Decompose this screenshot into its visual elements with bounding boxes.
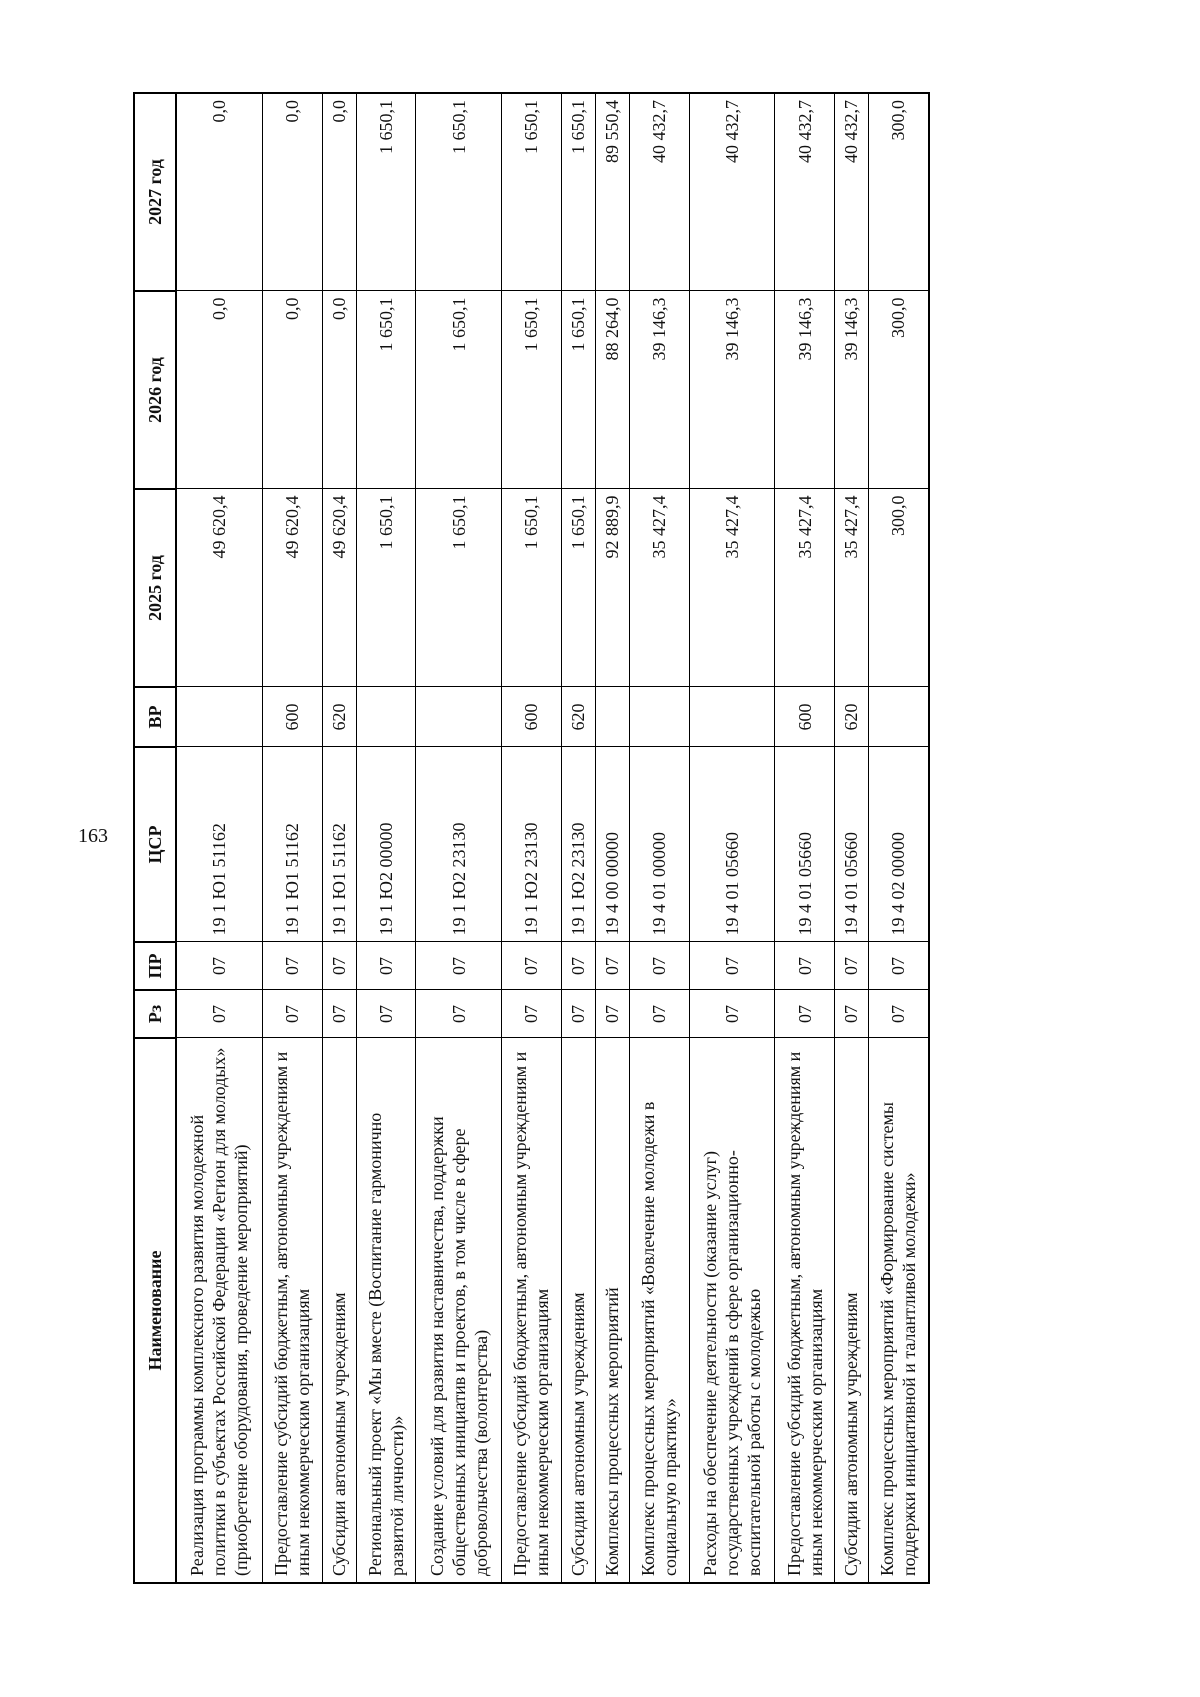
cell-2026: 39 146,3 [689, 291, 775, 489]
header-pr: ПР [134, 942, 176, 990]
cell-csr: 19 1 Ю1 51162 [176, 747, 262, 942]
cell-2027: 0,0 [262, 93, 322, 291]
cell-csr: 19 4 02 00000 [868, 747, 929, 942]
cell-csr: 19 1 Ю2 23130 [561, 747, 595, 942]
cell-pr: 07 [356, 942, 416, 990]
table-row [561, 93, 595, 1583]
cell-rz: 07 [561, 990, 595, 1038]
cell-rz: 07 [262, 990, 322, 1038]
table-row [356, 93, 416, 1583]
cell-csr: 19 1 Ю1 51162 [322, 747, 356, 942]
cell-2026: 39 146,3 [629, 291, 689, 489]
cell-name: Комплексы процессных мероприятий [595, 1038, 629, 1583]
header-vr: ВР [134, 687, 176, 747]
cell-2026: 88 264,0 [595, 291, 629, 489]
header-rz: Рз [134, 990, 176, 1038]
cell-pr: 07 [775, 942, 835, 990]
table-row [689, 93, 775, 1583]
cell-vr [629, 687, 689, 747]
table-row [629, 93, 689, 1583]
header-2025: 2025 год [134, 489, 176, 687]
cell-name: Реализация программы комплексного развития молодежной политики в субъектах Российской Федерации «Регион для молодых» (приобретение оборудования, проведение мероприятий) [176, 1038, 262, 1583]
cell-name: Предоставление субсидий бюджетным, автономным учреждениям и иным некоммерческим организациям [775, 1038, 835, 1583]
cell-2026: 0,0 [262, 291, 322, 489]
cell-vr: 600 [262, 687, 322, 747]
cell-2025: 1 650,1 [561, 489, 595, 687]
cell-2027: 1 650,1 [416, 93, 502, 291]
cell-pr: 07 [416, 942, 502, 990]
cell-rz: 07 [416, 990, 502, 1038]
cell-2025: 35 427,4 [834, 489, 868, 687]
cell-name: Субсидии автономным учреждениям [834, 1038, 868, 1583]
cell-csr: 19 4 01 05660 [689, 747, 775, 942]
table-header-row [134, 93, 176, 1583]
cell-vr: 620 [561, 687, 595, 747]
cell-vr [595, 687, 629, 747]
cell-2025: 35 427,4 [629, 489, 689, 687]
cell-vr [176, 687, 262, 747]
budget-table [133, 92, 930, 1584]
cell-2027: 0,0 [322, 93, 356, 291]
cell-2027: 0,0 [176, 93, 262, 291]
cell-csr: 19 1 Ю1 51162 [262, 747, 322, 942]
cell-2027: 40 432,7 [689, 93, 775, 291]
cell-vr: 600 [501, 687, 561, 747]
cell-rz: 07 [322, 990, 356, 1038]
cell-2026: 1 650,1 [356, 291, 416, 489]
cell-2027: 89 550,4 [595, 93, 629, 291]
cell-rz: 07 [629, 990, 689, 1038]
cell-pr: 07 [322, 942, 356, 990]
cell-2026: 39 146,3 [775, 291, 835, 489]
cell-2026: 1 650,1 [416, 291, 502, 489]
cell-2027: 1 650,1 [561, 93, 595, 291]
cell-rz: 07 [501, 990, 561, 1038]
cell-name: Комплекс процессных мероприятий «Формирование системы поддержки инициативной и талантливой молодежи» [868, 1038, 929, 1583]
cell-2026: 1 650,1 [501, 291, 561, 489]
table-body [176, 93, 929, 1583]
cell-name: Предоставление субсидий бюджетным, автономным учреждениям и иным некоммерческим организациям [262, 1038, 322, 1583]
cell-rz: 07 [689, 990, 775, 1038]
cell-name: Расходы на обеспечение деятельности (оказание услуг) государственных учреждений в сфере организационно-воспитательной работы с молодежью [689, 1038, 775, 1583]
cell-csr: 19 4 00 00000 [595, 747, 629, 942]
cell-name: Региональный проект «Мы вместе (Воспитание гармонично развитой личности)» [356, 1038, 416, 1583]
cell-pr: 07 [595, 942, 629, 990]
header-2027: 2027 год [134, 93, 176, 291]
cell-pr: 07 [629, 942, 689, 990]
cell-vr [416, 687, 502, 747]
cell-2025: 1 650,1 [416, 489, 502, 687]
cell-pr: 07 [689, 942, 775, 990]
cell-name: Субсидии автономным учреждениям [322, 1038, 356, 1583]
cell-vr: 620 [322, 687, 356, 747]
cell-rz: 07 [868, 990, 929, 1038]
header-name: Наименование [134, 1038, 176, 1583]
cell-pr: 07 [834, 942, 868, 990]
cell-name: Создание условий для развития наставничества, поддержки общественных инициатив и проектов, в том числе в сфере добровольчества (волонтерства) [416, 1038, 502, 1583]
table-row [775, 93, 835, 1583]
cell-2025: 35 427,4 [775, 489, 835, 687]
table-row [262, 93, 322, 1583]
cell-name: Комплекс процессных мероприятий «Вовлечение молодежи в социальную практику» [629, 1038, 689, 1583]
cell-rz: 07 [595, 990, 629, 1038]
cell-csr: 19 1 Ю2 23130 [416, 747, 502, 942]
table-row [416, 93, 502, 1583]
cell-csr: 19 4 01 05660 [834, 747, 868, 942]
rotated-table-container [133, 94, 930, 1584]
cell-vr [689, 687, 775, 747]
cell-rz: 07 [775, 990, 835, 1038]
cell-pr: 07 [176, 942, 262, 990]
cell-pr: 07 [868, 942, 929, 990]
table-row [322, 93, 356, 1583]
table-row [595, 93, 629, 1583]
cell-vr: 620 [834, 687, 868, 747]
cell-2026: 39 146,3 [834, 291, 868, 489]
cell-2025: 49 620,4 [176, 489, 262, 687]
cell-2026: 300,0 [868, 291, 929, 489]
table-row [834, 93, 868, 1583]
cell-2026: 1 650,1 [561, 291, 595, 489]
cell-2027: 40 432,7 [775, 93, 835, 291]
table-row [868, 93, 929, 1583]
header-2026: 2026 год [134, 291, 176, 489]
cell-pr: 07 [262, 942, 322, 990]
cell-2026: 0,0 [176, 291, 262, 489]
cell-2025: 49 620,4 [322, 489, 356, 687]
cell-csr: 19 1 Ю2 00000 [356, 747, 416, 942]
cell-2025: 35 427,4 [689, 489, 775, 687]
cell-2025: 1 650,1 [501, 489, 561, 687]
cell-2025: 92 889,9 [595, 489, 629, 687]
cell-name: Субсидии автономным учреждениям [561, 1038, 595, 1583]
cell-vr [868, 687, 929, 747]
page-number: 163 [78, 825, 108, 847]
table-row [501, 93, 561, 1583]
cell-csr: 19 4 01 05660 [775, 747, 835, 942]
cell-rz: 07 [176, 990, 262, 1038]
cell-2027: 1 650,1 [501, 93, 561, 291]
header-csr: ЦСР [134, 747, 176, 942]
table-row [176, 93, 262, 1583]
cell-vr: 600 [775, 687, 835, 747]
cell-csr: 19 1 Ю2 23130 [501, 747, 561, 942]
cell-2027: 40 432,7 [834, 93, 868, 291]
cell-2027: 1 650,1 [356, 93, 416, 291]
cell-pr: 07 [561, 942, 595, 990]
cell-csr: 19 4 01 00000 [629, 747, 689, 942]
cell-2025: 1 650,1 [356, 489, 416, 687]
cell-2026: 0,0 [322, 291, 356, 489]
cell-2027: 40 432,7 [629, 93, 689, 291]
cell-name: Предоставление субсидий бюджетным, автономным учреждениям и иным некоммерческим организациям [501, 1038, 561, 1583]
cell-rz: 07 [834, 990, 868, 1038]
cell-vr [356, 687, 416, 747]
cell-2025: 300,0 [868, 489, 929, 687]
cell-pr: 07 [501, 942, 561, 990]
cell-2027: 300,0 [868, 93, 929, 291]
cell-rz: 07 [356, 990, 416, 1038]
cell-2025: 49 620,4 [262, 489, 322, 687]
